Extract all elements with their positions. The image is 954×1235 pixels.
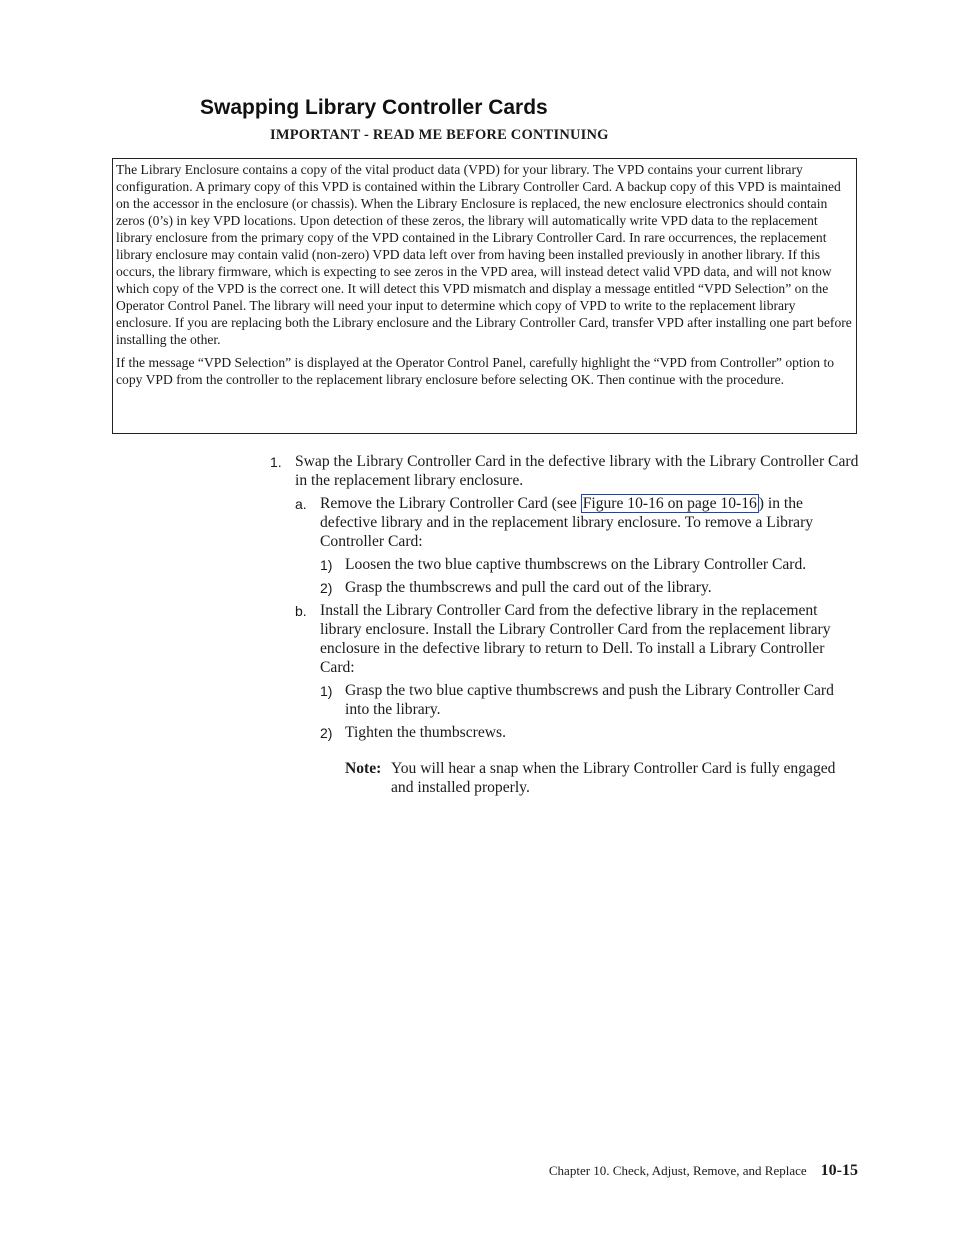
page-number: 10-15 — [820, 1162, 858, 1179]
step-1a-1 — [270, 555, 860, 574]
step-text: Grasp the two blue captive thumbscrews and push the Library Controller Card into the library. — [345, 682, 834, 718]
note-label: Note: — [345, 760, 382, 777]
step-text: Swap the Library Controller Card in the defective library with the Library Controller Card in the replacement library enclosure. — [295, 453, 859, 489]
step-text: Remove the Library Controller Card (see — [320, 495, 581, 512]
step-marker: b. — [295, 603, 307, 619]
step-1 — [270, 452, 860, 490]
important-notice: IMPORTANT - READ ME BEFORE CONTINUING — [270, 127, 609, 143]
step-text: Install the Library Controller Card from the defective library in the replacement library enclosure. Install the Library Controller Card from the replacement library enclosure in the defective library to return to Dell. To install a Library Controller Card: — [320, 602, 831, 676]
step-marker: a. — [295, 496, 307, 512]
procedure-steps — [270, 452, 860, 797]
step-text: Tighten the thumbscrews. — [345, 724, 506, 741]
step-marker: 1) — [320, 683, 333, 699]
step-marker: 2) — [320, 580, 333, 596]
step-marker: 2) — [320, 725, 333, 741]
figure-cross-reference-link[interactable]: Figure 10-16 on page 10-16 — [582, 495, 757, 512]
note — [270, 759, 860, 797]
note-text: You will hear a snap when the Library Controller Card is fully engaged and installed properly. — [391, 760, 836, 796]
step-1a — [270, 494, 860, 551]
chapter-title: Chapter 10. Check, Adjust, Remove, and Replace — [548, 1163, 807, 1178]
step-text: ) in the defective library and in the replacement library enclosure. To remove a Library Controller Card: — [320, 495, 814, 550]
vpd-selection-paragraph: If the message “VPD Selection” is displayed at the Operator Control Panel, carefully highlight the “VPD from Controller” option to copy VPD from the controller to the replacement library enclosure before selecting OK. Then continue with the procedure. — [116, 355, 835, 387]
step-text: Grasp the thumbscrews and pull the card out of the library. — [345, 579, 712, 596]
page-footer — [549, 1162, 858, 1180]
step-marker: 1. — [270, 454, 282, 470]
vpd-warning-box — [112, 158, 857, 434]
section-title: Swapping Library Controller Cards — [200, 96, 548, 119]
step-1b-1 — [270, 681, 860, 719]
step-1a-2 — [270, 578, 860, 597]
vpd-warning-paragraph: The Library Enclosure contains a copy of the vital product data (VPD) for your library. The VPD contains your current library configuration. A primary copy of this VPD is contained within the Library Controller Card. A backup copy of this VPD is maintained on the accessor in the enclosure (or chassis). When the Library Enclosure is replaced, the new enclosure electronics should contain zeros (0’s) in key VPD locations. Upon detection of these zeros, the library will automatically write VPD data to the replacement library enclosure from the primary copy of the VPD contained in the Library Controller Card. In rare occurrences, the replacement library enclosure may contain valid (non-zero) VPD data left over from having been installed previously in another library. If this occurs, the library firmware, which is expecting to see zeros in the VPD area, will instead detect valid VPD data, and will not know which copy of the VPD is the correct one. It will detect this VPD mismatch and display a message entitled “VPD Selection” on the Operator Control Panel. The library will need your input to determine which copy of VPD to write to the replacement library enclosure. If you are replacing both the Library enclosure and the Library Controller Card, transfer VPD after installing one part before installing the other. — [116, 162, 852, 347]
step-1b-2 — [270, 723, 860, 742]
step-1b — [270, 601, 860, 677]
step-marker: 1) — [320, 557, 333, 573]
step-text: Loosen the two blue captive thumbscrews on the Library Controller Card. — [345, 556, 807, 573]
